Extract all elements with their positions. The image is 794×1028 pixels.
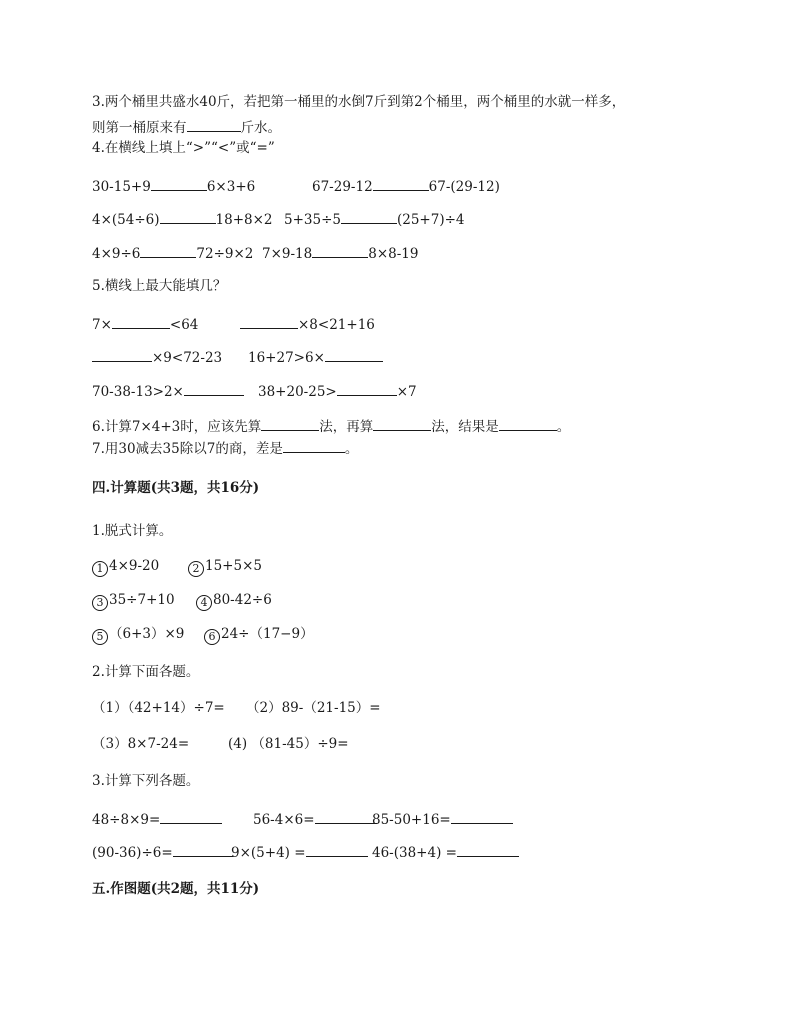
q5-row3-right — [258, 381, 417, 401]
c1-item3 — [92, 591, 175, 611]
c3-expr3: 85-50+16= — [372, 812, 451, 828]
c2-item1: （1）（42+14）÷7= — [92, 700, 225, 716]
q3-answer-blank[interactable] — [187, 117, 241, 132]
q5-row3-left — [92, 381, 244, 401]
c1-item5 — [92, 625, 184, 645]
q5-r2-blank2[interactable] — [325, 347, 383, 362]
q4-r1-d: 67-(29-12) — [428, 179, 500, 195]
q6-text-b: 法，再算 — [319, 419, 374, 435]
q4-r2-b: 18+8×2 — [215, 212, 273, 228]
c1-title: 1.脱式计算。 — [92, 523, 173, 539]
c3-title: 3.计算下列各题。 — [92, 773, 200, 789]
c3-item1 — [92, 809, 222, 829]
q5-r1-a1: 7× — [92, 317, 112, 333]
q6-line — [92, 416, 570, 436]
q4-row1-left — [92, 176, 255, 196]
q4-r1-a: 30-15+9 — [92, 179, 151, 195]
c3-blank5[interactable] — [306, 842, 368, 857]
q3-text-b: 斤水。 — [240, 120, 281, 136]
c3-item2 — [253, 809, 377, 829]
q5-r3-blank2[interactable] — [337, 381, 397, 396]
q4-r2-d: (25+7)÷4 — [396, 212, 465, 228]
section5-title: 五.作图题(共2题，共11分) — [92, 881, 260, 897]
c3-blank2[interactable] — [315, 809, 377, 824]
q5-r3-blank1[interactable] — [184, 381, 244, 396]
q7-line — [92, 438, 358, 458]
q4-title: 4.在横线上填上“>”“<”或“=” — [92, 140, 275, 156]
c1-expr6: 24÷（17−9） — [221, 626, 314, 642]
q4-r2-blank1[interactable] — [160, 209, 216, 224]
q6-text-c: 法，结果是 — [431, 419, 499, 435]
q4-row2-right — [284, 209, 465, 229]
c3-blank1[interactable] — [160, 809, 222, 824]
q4-r3-b: 72÷9×2 — [196, 246, 254, 262]
q6-text-a: 6.计算7×4+3时，应该先算 — [92, 419, 262, 435]
c1-item2 — [188, 557, 262, 577]
c3-blank3[interactable] — [451, 809, 513, 824]
q3-line1: 3.两个桶里共盛水40斤，若把第一桶里的水倒7斤到第2个桶里，两个桶里的水就一样多， — [92, 94, 626, 110]
q5-title: 5.横线上最大能填几？ — [92, 278, 227, 294]
c1-item4 — [196, 591, 272, 611]
q5-r3-b2: ×7 — [396, 384, 417, 400]
q5-row1-left — [92, 314, 198, 334]
c3-item4 — [92, 842, 233, 862]
q4-r3-a: 4×9÷6 — [92, 246, 141, 262]
q6-blank3[interactable] — [499, 416, 557, 431]
c3-expr5: 9×(5+4) = — [231, 845, 306, 861]
q6-blank1[interactable] — [261, 416, 319, 431]
c1-expr4: 80-42÷6 — [213, 592, 272, 608]
q4-r2-c: 5+35÷5 — [284, 212, 341, 228]
c3-expr4: (90-36)÷6= — [92, 845, 173, 861]
q7-blank[interactable] — [283, 438, 345, 453]
section4-title: 四.计算题(共3题，共16分) — [92, 480, 260, 496]
q6-text-d: 。 — [556, 419, 571, 435]
q5-r1-blank1[interactable] — [112, 314, 170, 329]
c1-expr3: 35÷7+10 — [109, 592, 175, 608]
q4-r1-blank1[interactable] — [151, 176, 207, 191]
q4-r1-blank2[interactable] — [373, 176, 429, 191]
q4-r1-b: 6×3+6 — [206, 179, 256, 195]
c3-item5 — [231, 842, 368, 862]
c2-title: 2.计算下面各题。 — [92, 664, 200, 680]
q4-row1-right — [312, 176, 500, 196]
q7-text-a: 7.用30减去35除以7的商，差是 — [92, 441, 283, 457]
c2-item4: (4) （81-45）÷9= — [228, 736, 349, 752]
c3-item3 — [372, 809, 513, 829]
c3-item6 — [372, 842, 519, 862]
q3-text-a: 则第一桶原来有 — [92, 120, 187, 136]
c3-expr2: 56-4×6= — [253, 812, 315, 828]
circled-number-1: 1 — [92, 561, 108, 577]
q5-r2-blank1[interactable] — [92, 347, 152, 362]
circled-number-2: 2 — [188, 561, 204, 577]
q3-line2 — [92, 117, 281, 137]
c1-expr5: （6+3）×9 — [109, 626, 185, 642]
q6-blank2[interactable] — [373, 416, 431, 431]
q4-r3-blank1[interactable] — [140, 243, 196, 258]
c3-expr6: 46-(38+4) = — [372, 845, 457, 861]
q5-row1-right — [240, 314, 375, 334]
q4-r1-c: 67-29-12 — [312, 179, 373, 195]
q4-r3-blank2[interactable] — [312, 243, 368, 258]
c1-expr2: 15+5×5 — [205, 558, 262, 574]
q4-row3-right — [262, 243, 418, 263]
circled-number-4: 4 — [196, 595, 212, 611]
q4-row3-left — [92, 243, 253, 263]
q5-row2-right — [248, 347, 383, 367]
q4-r2-blank2[interactable] — [341, 209, 397, 224]
circled-number-5: 5 — [92, 629, 108, 645]
q5-r1-a2: <64 — [169, 317, 199, 333]
q5-row2-left — [92, 347, 222, 367]
c2-item3: （3）8×7-24= — [92, 736, 190, 752]
circled-number-6: 6 — [204, 629, 220, 645]
c2-item2: （2）89-（21-15）= — [246, 700, 381, 716]
q4-r3-d: 8×8-19 — [368, 246, 419, 262]
q7-text-b: 。 — [344, 441, 359, 457]
q5-r2-b1: 16+27>6× — [248, 350, 325, 366]
q4-r3-c: 7×9-18 — [262, 246, 313, 262]
circled-number-3: 3 — [92, 595, 108, 611]
c3-expr1: 48÷8×9= — [92, 812, 161, 828]
q5-r2-a2: ×9<72-23 — [152, 350, 223, 366]
q5-r1-blank2[interactable] — [240, 314, 298, 329]
c1-item6 — [204, 625, 314, 645]
q4-row2-left — [92, 209, 273, 229]
q5-r1-b2: ×8<21+16 — [298, 317, 375, 333]
q4-r2-a: 4×(54÷6) — [92, 212, 160, 228]
q5-r3-b1: 38+20-25> — [258, 384, 337, 400]
c1-item1 — [92, 557, 159, 577]
c3-blank4[interactable] — [173, 842, 233, 857]
c1-expr1: 4×9-20 — [109, 558, 160, 574]
q5-r3-a1: 70-38-13>2× — [92, 384, 184, 400]
c3-blank6[interactable] — [457, 842, 519, 857]
